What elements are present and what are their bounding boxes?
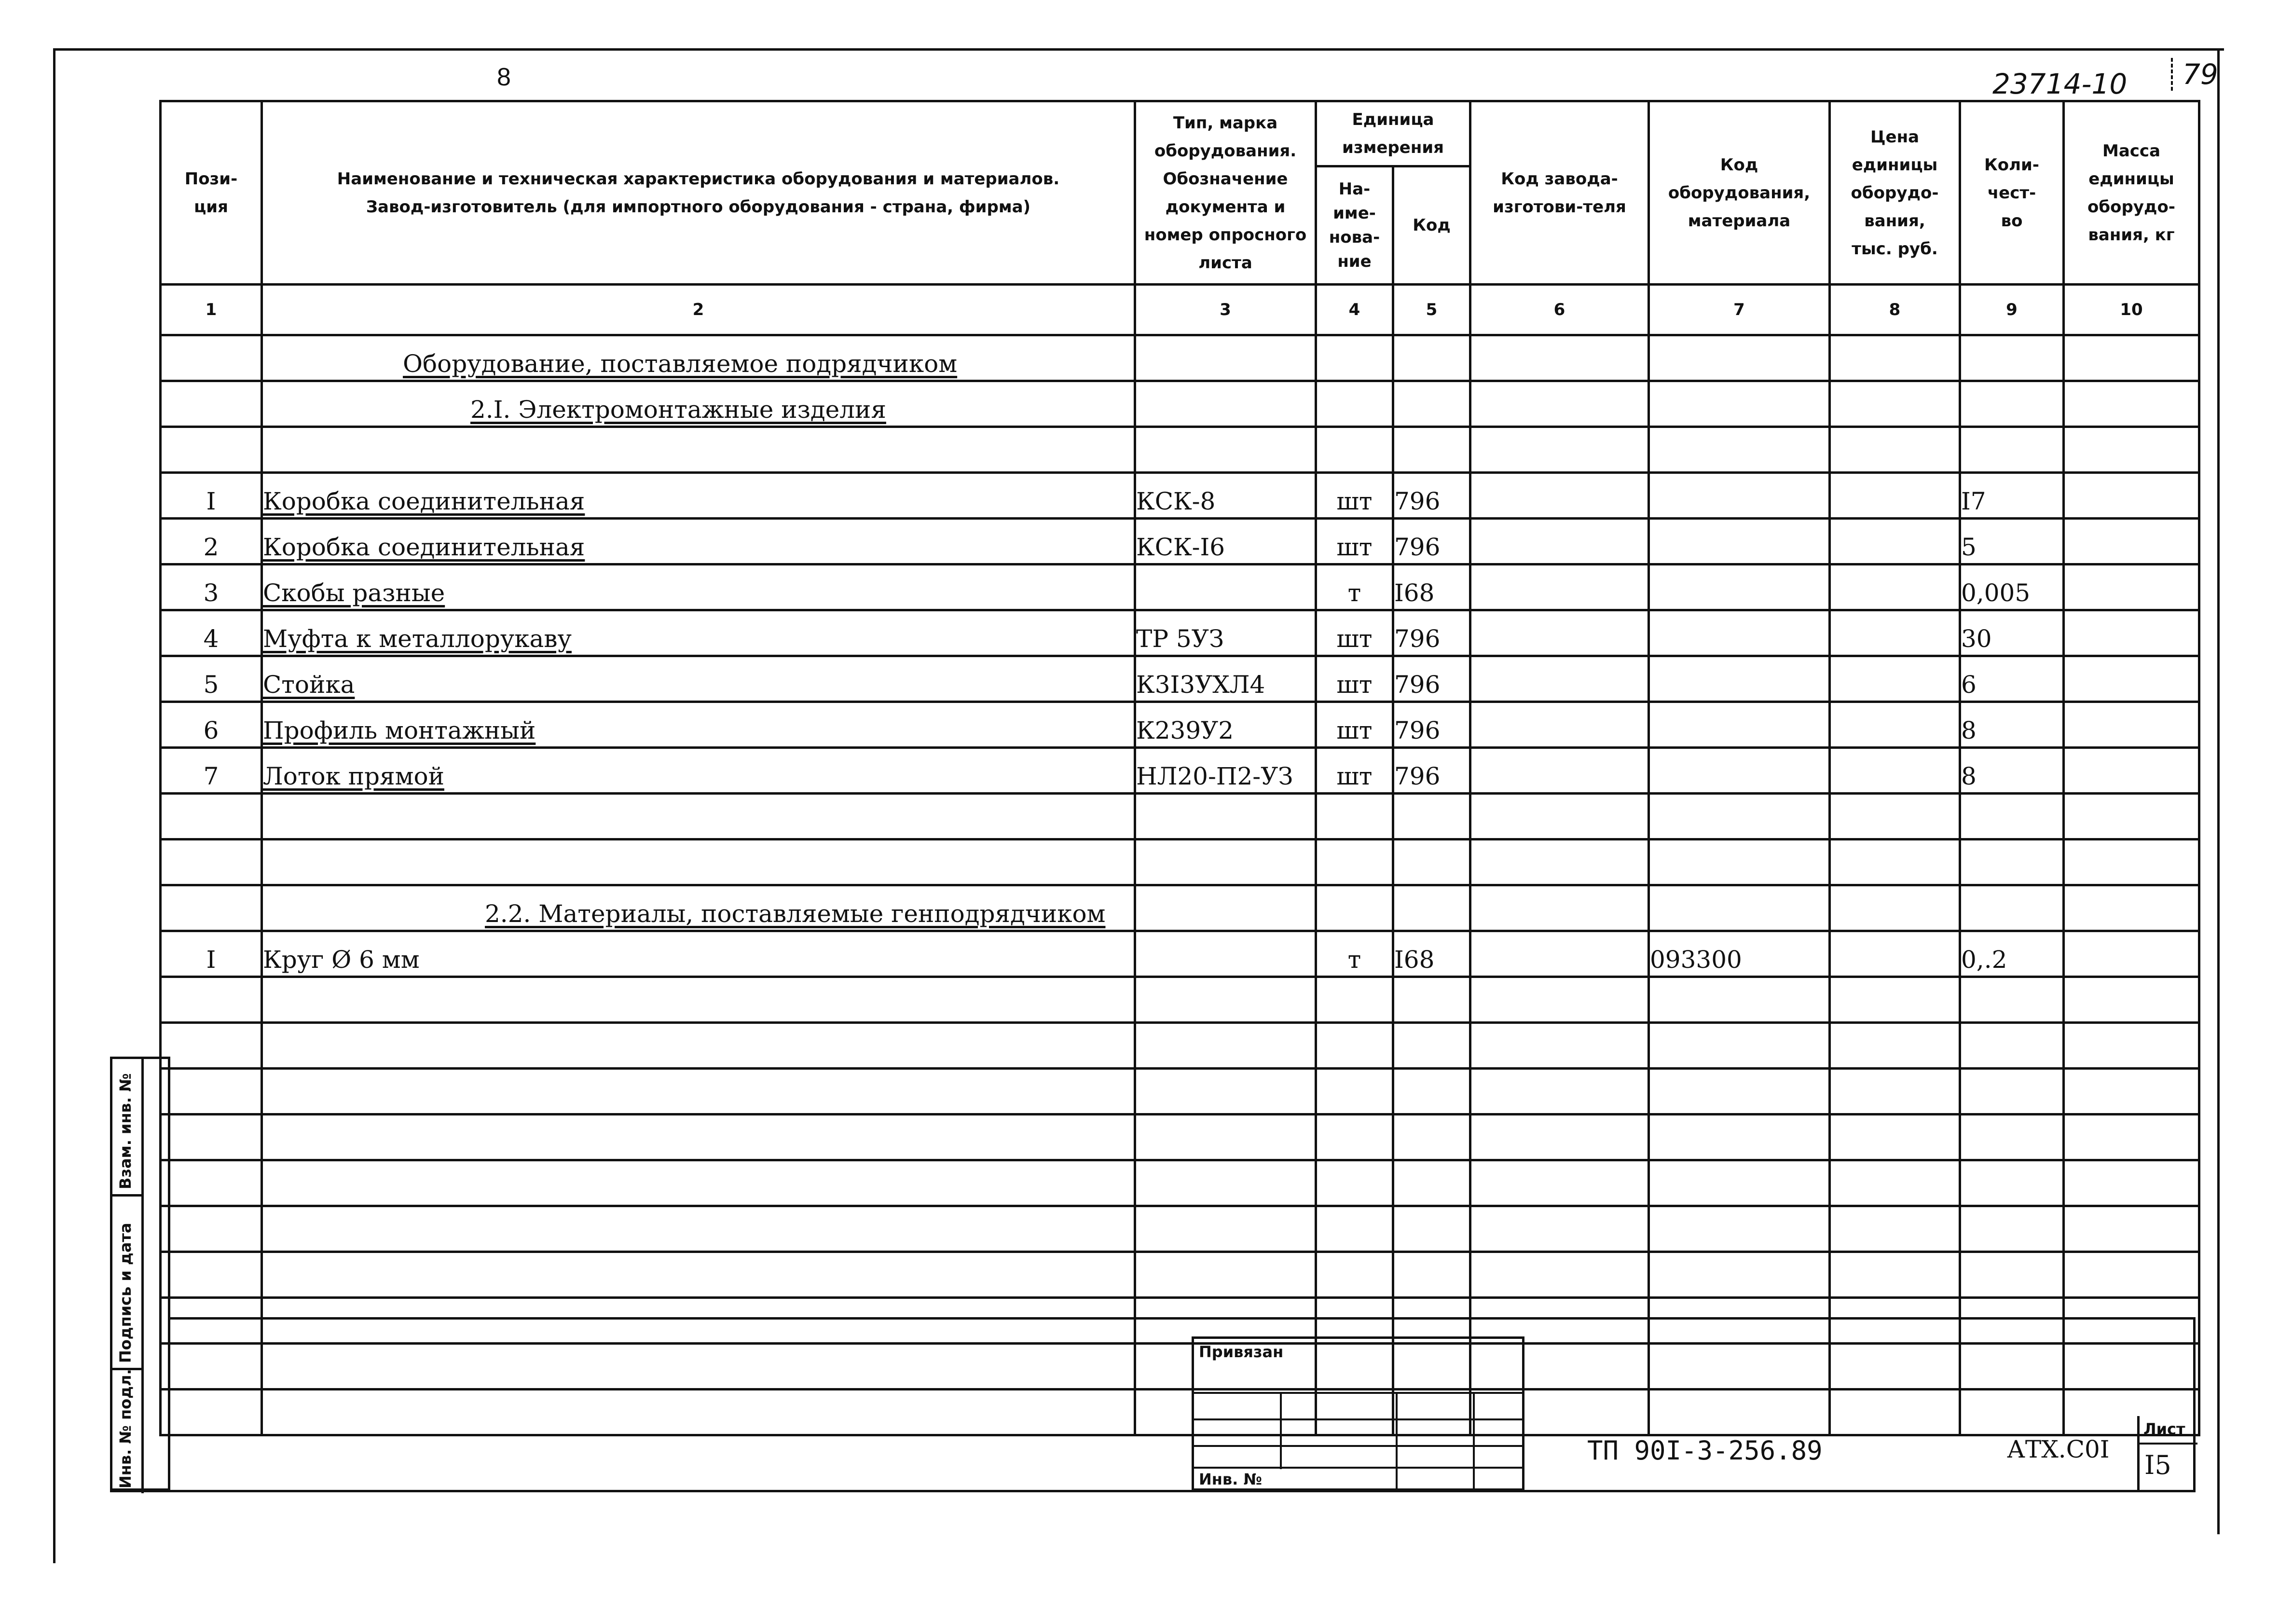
item-unit: шт <box>1316 748 1393 794</box>
item-unit: т <box>1316 564 1393 610</box>
sheet-number: I5 <box>2144 1450 2171 1480</box>
spacer-row <box>161 427 2199 473</box>
column-number-row <box>161 285 2199 335</box>
item-material-code <box>1649 702 1830 748</box>
material-pos: I <box>161 931 262 977</box>
item-type: КСК-8 <box>1135 473 1316 519</box>
item-code: 796 <box>1393 702 1470 748</box>
header-equipment-code: Код оборудования, материала <box>1649 101 1830 285</box>
sheet-divider <box>2140 1443 2197 1445</box>
item-pos: 6 <box>161 702 262 748</box>
item-material-code <box>1649 473 1830 519</box>
item-unit: шт <box>1316 702 1393 748</box>
item-unit: шт <box>1316 610 1393 656</box>
table-row <box>161 610 2199 656</box>
item-pos: I <box>161 473 262 519</box>
header-row <box>161 101 2199 166</box>
stamp-vline-2 <box>1396 1392 1398 1491</box>
item-type: К3I3УХЛ4 <box>1135 656 1316 702</box>
contractor-title-row <box>161 335 2199 381</box>
col-num-1: 1 <box>161 285 262 335</box>
section-2-row <box>161 885 2199 931</box>
header-name <box>262 101 1135 285</box>
table-row <box>161 931 2199 977</box>
header-type: Тип, марка оборудования. Обозначение документа и номер опросного листа <box>1135 101 1316 285</box>
material-type <box>1135 931 1316 977</box>
binding-stamp <box>1192 1336 1524 1491</box>
title-block-top-line <box>169 1317 2195 1320</box>
stamp-line-1 <box>1194 1392 1524 1394</box>
item-code: 796 <box>1393 748 1470 794</box>
item-unit: шт <box>1316 473 1393 519</box>
material-qty: 0,.2 <box>1960 931 2064 977</box>
col-num-10: 10 <box>2064 285 2199 335</box>
item-name: Профиль монтажный <box>262 702 1135 748</box>
header-price: Цена единицы оборудо-вания, тыс. руб. <box>1830 101 1960 285</box>
privyazan-label: Привязан <box>1199 1343 1284 1361</box>
empty-row <box>161 1023 2199 1069</box>
col-num-5: 5 <box>1393 285 1470 335</box>
col-num-7: 7 <box>1649 285 1830 335</box>
empty-row <box>161 1115 2199 1160</box>
item-name: Муфта к металлорукаву <box>262 610 1135 656</box>
empty-row <box>161 1390 2199 1435</box>
sheet-number-box <box>2137 1416 2195 1491</box>
header-unit-code: Код <box>1393 166 1470 285</box>
handwritten-number: 23714-10 <box>1992 68 2128 100</box>
item-qty: 6 <box>1960 656 2064 702</box>
empty-row <box>161 1206 2199 1252</box>
sheet-corner-number: 79 <box>2171 58 2218 91</box>
empty-row <box>161 1344 2199 1390</box>
inv-no-label: Инв. № <box>1199 1470 1262 1488</box>
item-qty: 0,005 <box>1960 564 2064 610</box>
item-pos: 4 <box>161 610 262 656</box>
item-code: 796 <box>1393 610 1470 656</box>
item-type <box>1135 564 1316 610</box>
item-code: 796 <box>1393 656 1470 702</box>
item-code: 796 <box>1393 473 1470 519</box>
album-code: АТХ.С0I <box>2007 1435 2110 1463</box>
col-num-4: 4 <box>1316 285 1393 335</box>
section-1-row <box>161 381 2199 427</box>
section-1-title: 2.I. Электромонтажные изделия <box>262 381 1135 427</box>
material-name: Круг Ø 6 мм <box>262 931 1135 977</box>
table-row <box>161 473 2199 519</box>
item-code: 796 <box>1393 519 1470 564</box>
table-row <box>161 702 2199 748</box>
item-qty: 5 <box>1960 519 2064 564</box>
item-qty: 8 <box>1960 748 2064 794</box>
item-pos: 5 <box>161 656 262 702</box>
col-num-3: 3 <box>1135 285 1316 335</box>
item-unit: шт <box>1316 656 1393 702</box>
item-code: I68 <box>1393 564 1470 610</box>
empty-row <box>161 977 2199 1023</box>
material-code-unit: I68 <box>1393 931 1470 977</box>
stamp-line-4 <box>1194 1467 1524 1469</box>
replace-inv-label: Взам. инв. № <box>116 1073 135 1189</box>
item-pos: 7 <box>161 748 262 794</box>
item-name: Стойка <box>262 656 1135 702</box>
item-material-code <box>1649 748 1830 794</box>
signature-date-label: Подпись и дата <box>116 1223 135 1363</box>
inv-original-label: Инв. № подл. <box>116 1369 135 1488</box>
empty-row <box>161 1252 2199 1298</box>
header-unit-name: На-име-нова-ние <box>1316 166 1393 285</box>
item-material-code <box>1649 519 1830 564</box>
item-type: ТР 5УЗ <box>1135 610 1316 656</box>
item-unit: шт <box>1316 519 1393 564</box>
stamp-line-2 <box>1194 1418 1524 1420</box>
empty-row <box>161 1069 2199 1115</box>
side-strip <box>110 1057 170 1491</box>
item-name: Коробка соединительная <box>262 473 1135 519</box>
side-strip-divider <box>141 1059 144 1493</box>
frame-top-line <box>53 48 2224 51</box>
item-name: Скобы разные <box>262 564 1135 610</box>
table-row <box>161 564 2199 610</box>
item-name: Коробка соединительная <box>262 519 1135 564</box>
item-qty: I7 <box>1960 473 2064 519</box>
empty-row <box>161 840 2199 885</box>
material-unit: т <box>1316 931 1393 977</box>
stamp-vline-1 <box>1280 1392 1282 1469</box>
specification-table <box>159 100 2200 1436</box>
material-equipment-code: 093300 <box>1649 931 1830 977</box>
empty-row <box>161 1160 2199 1206</box>
item-material-code <box>1649 610 1830 656</box>
item-pos: 3 <box>161 564 262 610</box>
header-unit-group: Единица измерения <box>1316 101 1470 166</box>
empty-row <box>161 1298 2199 1344</box>
col-num-2: 2 <box>262 285 1135 335</box>
empty-row <box>161 794 2199 840</box>
item-pos: 2 <box>161 519 262 564</box>
header-name-line1: Наименование и техническая характеристика оборудования и материалов. <box>337 169 1060 189</box>
frame-left-line <box>53 48 55 1563</box>
section-2-title: 2.2. Материалы, поставляемые генподрядчиком <box>262 885 1135 931</box>
contractor-title: Оборудование, поставляемое подрядчиком <box>262 335 1135 381</box>
frame-right-line <box>2217 48 2220 1534</box>
item-type: К239У2 <box>1135 702 1316 748</box>
table-row <box>161 519 2199 564</box>
header-name-line2: Завод-изготовитель (для импортного оборудования - страна, фирма) <box>366 197 1031 217</box>
table-row <box>161 748 2199 794</box>
header-pos: Пози-ция <box>161 101 262 285</box>
col-num-6: 6 <box>1470 285 1649 335</box>
title-block-bottom-line <box>110 1490 2195 1492</box>
item-material-code <box>1649 656 1830 702</box>
top-page-number: 8 <box>497 63 511 91</box>
item-name: Лоток прямой <box>262 748 1135 794</box>
col-num-8: 8 <box>1830 285 1960 335</box>
table-row <box>161 656 2199 702</box>
side-strip-hline-1 <box>112 1194 144 1197</box>
item-qty: 30 <box>1960 610 2064 656</box>
sheet-label: Лист <box>2143 1420 2185 1438</box>
item-qty: 8 <box>1960 702 2064 748</box>
header-factory-code: Код завода-изготови-теля <box>1470 101 1649 285</box>
item-type: НЛ20-П2-УЗ <box>1135 748 1316 794</box>
item-material-code <box>1649 564 1830 610</box>
stamp-line-3 <box>1194 1445 1524 1447</box>
item-type: КСК-I6 <box>1135 519 1316 564</box>
header-qty: Коли-чест-во <box>1960 101 2064 285</box>
stamp-vline-3 <box>1473 1392 1475 1491</box>
col-num-9: 9 <box>1960 285 2064 335</box>
document-code: ТП 90I-3-256.89 <box>1587 1435 1823 1466</box>
header-mass: Масса единицы оборудо-вания, кг <box>2064 101 2199 285</box>
